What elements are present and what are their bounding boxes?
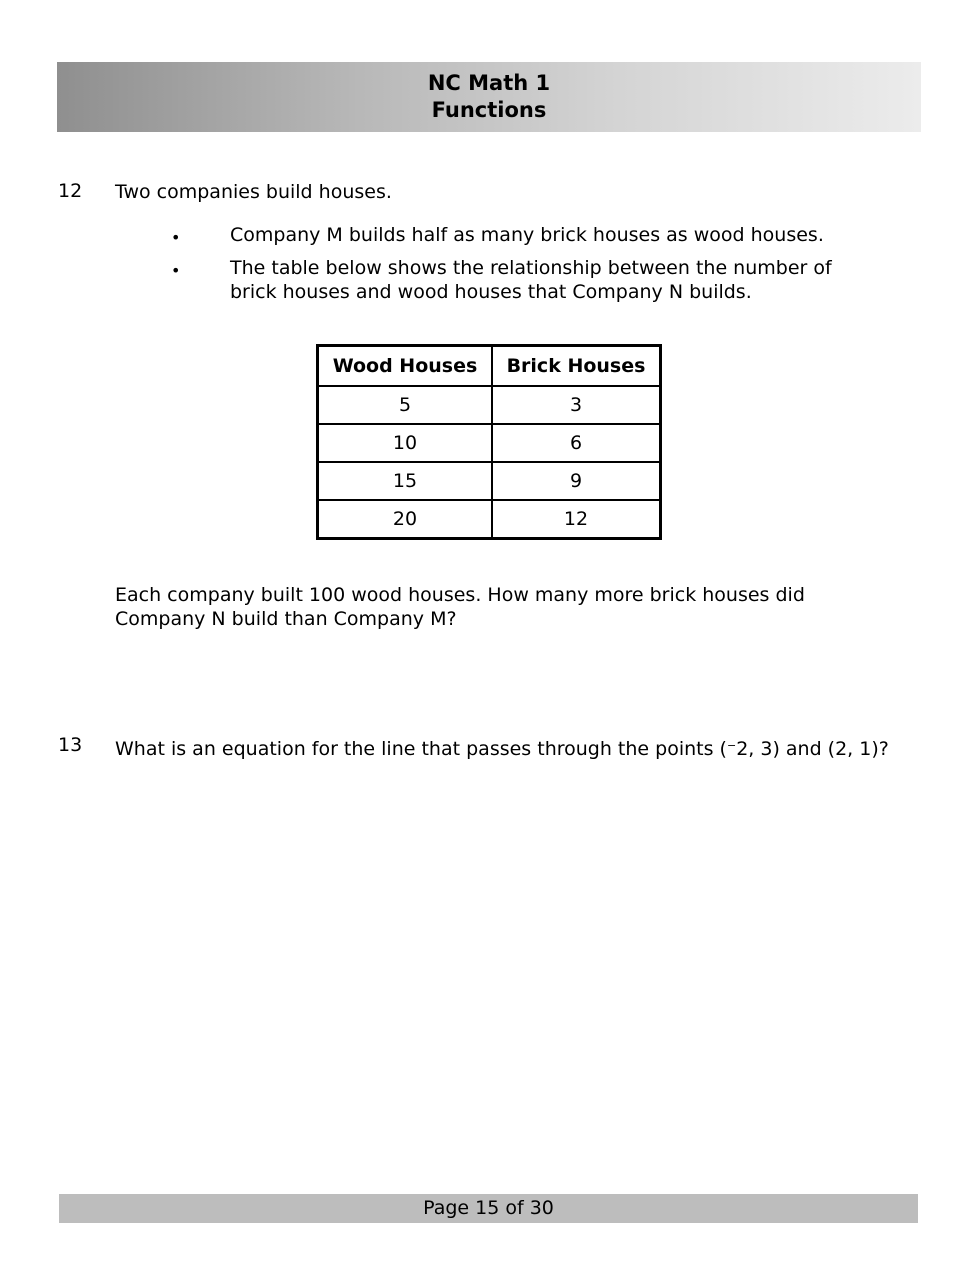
question-13-number: 13 xyxy=(58,734,83,756)
bullet-marker: • xyxy=(171,228,181,247)
cell-wood: 10 xyxy=(318,424,493,462)
bullet-marker: • xyxy=(171,261,181,280)
q13-text-before: What is an equation for the line that passes through the points ( xyxy=(115,738,727,760)
course-title: NC Math 1 xyxy=(427,71,551,95)
page-number: Page 15 of 30 xyxy=(423,1197,554,1219)
bullet-item-2: The table below shows the relationship between the number of brick houses and wood houses that Company N builds. xyxy=(230,257,832,303)
cell-brick: 6 xyxy=(492,424,661,462)
header-brick-houses: Brick Houses xyxy=(492,346,661,387)
cell-brick: 12 xyxy=(492,500,661,539)
cell-wood: 15 xyxy=(318,462,493,500)
question-12-number: 12 xyxy=(58,180,83,202)
table-row xyxy=(318,462,661,500)
q13-text-after: 2, 3) and (2, 1)? xyxy=(736,738,889,760)
page-header xyxy=(57,62,921,132)
cell-brick: 3 xyxy=(492,386,661,424)
page-footer xyxy=(59,1194,918,1223)
negative-sign: − xyxy=(726,739,737,752)
houses-table xyxy=(316,344,662,540)
bullet-item-1: Company M builds half as many brick houses as wood houses. xyxy=(230,224,824,246)
question-12-prompt: Each company built 100 wood houses. How many more brick houses did Company N build than Company M? xyxy=(115,584,805,630)
unit-title: Functions xyxy=(431,98,547,122)
table-row xyxy=(318,424,661,462)
header-wood-houses: Wood Houses xyxy=(318,346,493,387)
cell-wood: 5 xyxy=(318,386,493,424)
table-header-row xyxy=(318,346,661,387)
cell-wood: 20 xyxy=(318,500,493,539)
table-row xyxy=(318,386,661,424)
table-row xyxy=(318,500,661,539)
question-13-text xyxy=(115,734,889,761)
cell-brick: 9 xyxy=(492,462,661,500)
question-12-stem: Two companies build houses. xyxy=(115,181,392,203)
